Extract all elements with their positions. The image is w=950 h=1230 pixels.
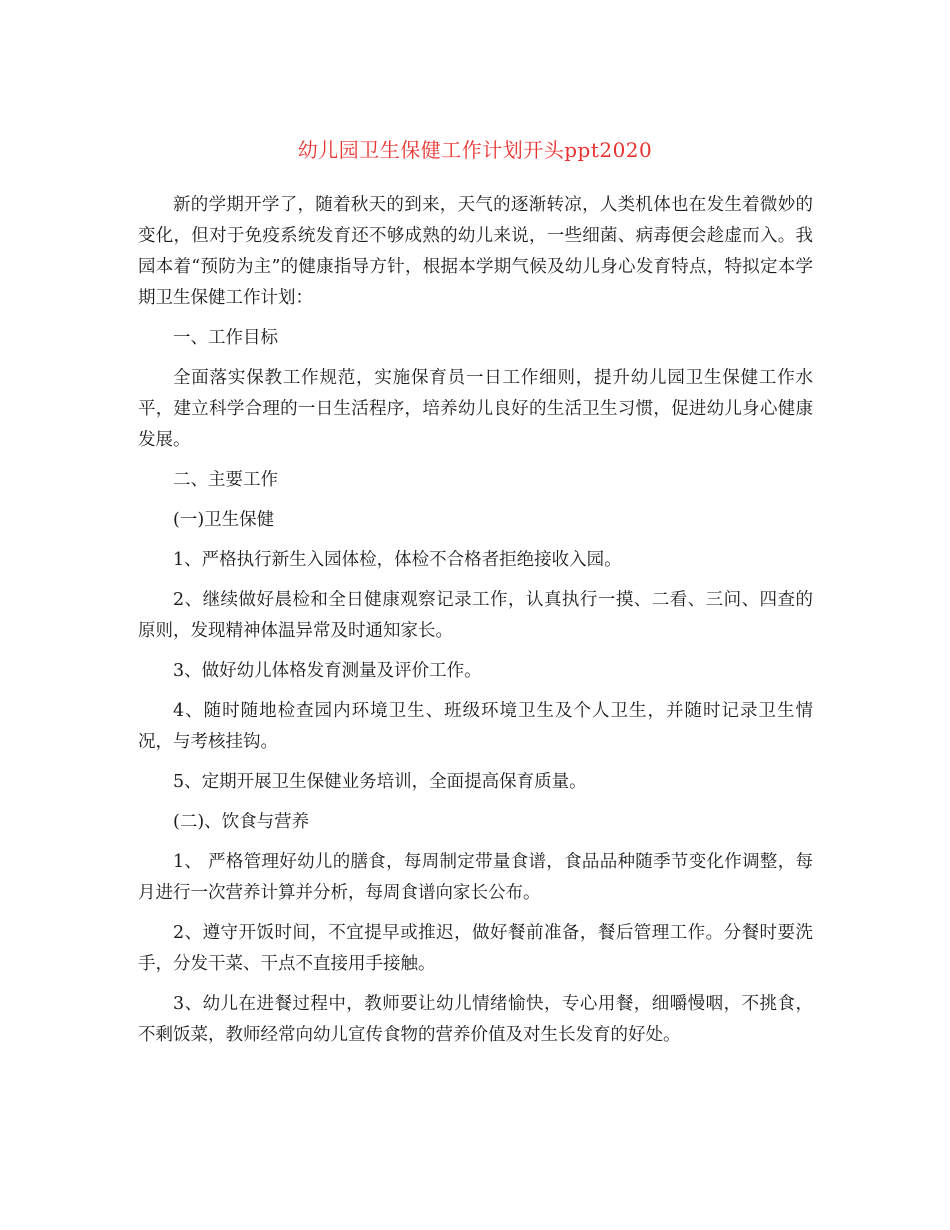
diet-item-1: 1、 严格管理好幼儿的膳食，每周制定带量食谱，食品品种随季节变化作调整，每月进行一次营养计算并分析，每周食谱向家长公布。 [138, 852, 813, 903]
hygiene-item-4: 4、随时随地检查园内环境卫生、班级环境卫生及个人卫生，并随时记录卫生情况，与考核挂钩。 [138, 701, 813, 752]
hygiene-item-3: 3、做好幼儿体格发育测量及评价工作。 [173, 661, 482, 681]
hygiene-item-1: 1、严格执行新生入园体检，体检不合格者拒绝接收入园。 [173, 550, 622, 570]
diet-item-2: 2、遵守开饭时间，不宜提早或推迟，做好餐前准备，餐后管理工作。分餐时要洗手，分发干菜、干点不直接用手接触。 [138, 923, 813, 974]
intro-paragraph: 新的学期开学了，随着秋天的到来，天气的逐渐转凉，人类机体也在发生着微妙的变化，但对于免疫系统发育还不够成熟的幼儿来说，一些细菌、病毒便会趁虚而入。我园本着“预防为主”的健康指导方针，根据本学期气候及幼儿身心发育特点，特拟定本学期卫生保健工作计划： [138, 195, 813, 308]
goals-paragraph: 全面落实保教工作规范，实施保育员一日工作细则，提升幼儿园卫生保健工作水平，建立科学合理的一日生活程序，培养幼儿良好的生活卫生习惯，促进幼儿身心健康发展。 [138, 368, 813, 450]
section-heading-main-work: 二、主要工作 [173, 470, 278, 490]
hygiene-item-5: 5、定期开展卫生保健业务培训，全面提高保育质量。 [173, 772, 587, 792]
subsection-heading-diet: (二)、饮食与营养 [173, 812, 310, 832]
diet-item-3: 3、幼儿在进餐过程中，教师要让幼儿情绪愉快，专心用餐，细嚼慢咽，不挑食，不剩饭菜，教师经常向幼儿宣传食物的营养价值及对生长发育的好处。 [138, 994, 813, 1045]
hygiene-item-2: 2、继续做好晨检和全日健康观察记录工作，认真执行一摸、二看、三问、四查的原则，发现精神体温异常及时通知家长。 [138, 590, 813, 641]
subsection-heading-hygiene: (一)卫生保健 [173, 510, 275, 530]
document-title: 幼儿园卫生保健工作计划开头ppt2020 [297, 138, 653, 162]
document-body [138, 190, 813, 1060]
section-heading-goals: 一、工作目标 [173, 328, 278, 348]
